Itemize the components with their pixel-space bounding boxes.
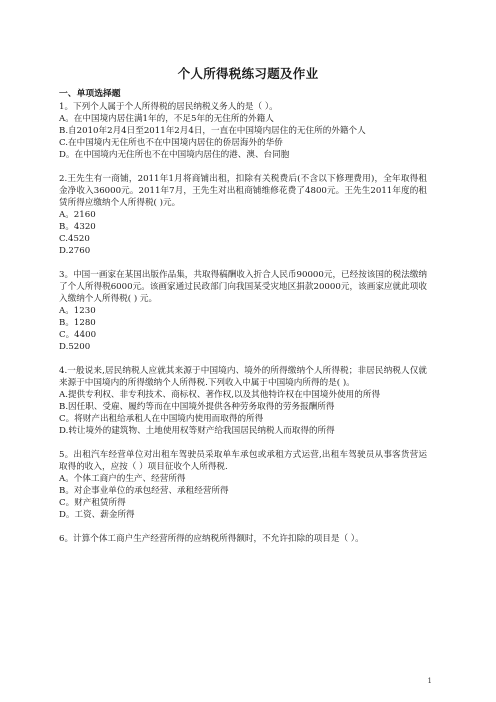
option-c: C.4520	[59, 234, 90, 244]
option-d: D。工资、薪金所得	[59, 510, 135, 520]
option-d: D.5200	[59, 342, 91, 352]
document-title: 个人所得税练习题及作业	[177, 66, 319, 81]
option-b: B.自2010年2月4日至2011年2月4日，一直在中国境内居住的无住所的外籍个人	[59, 126, 366, 136]
question-stem: 3。中国一画家在某国出版作品集，共取得稿酬收入折合人民币90000元，已经按该国的税法缴纳了个人所得税6000元。该画家通过民政部门向我国某受灾地区捐款20000元，该画家应就此项收入缴纳个人所得税( ) 元。	[59, 270, 427, 304]
question-4	[59, 365, 427, 437]
question-6	[59, 533, 427, 545]
option-b: B。1280	[59, 318, 96, 328]
question-stem: 1。下列个人属于个人所得税的居民纳税义务人的是（ ）。	[59, 102, 278, 112]
option-d: D.2760	[59, 246, 91, 256]
option-c: C。财产租赁所得	[59, 498, 126, 508]
option-b: B.因任职、受雇、履约等而在中国境外提供各种劳务取得的劳务报酬所得	[59, 402, 335, 412]
question-stem: 4.一般说来,居民纳税人应就其来源于中国境内、境外的所得缴纳个人所得税；非居民纳税人仅就来源于中国境内的所得缴纳个人所得税.下列收入中属于中国境内所得的是( )。	[59, 366, 427, 388]
option-d: D.转让境外的建筑物、土地使用权等财产给我国居民纳税人而取得的所得	[59, 426, 335, 436]
option-a: A。2160	[59, 210, 96, 220]
option-c: C。4400	[59, 330, 97, 340]
question-1	[59, 101, 427, 161]
question-stem: 6。计算个体工商户生产经营所得的应纳税所得额时，不允许扣除的项目是（ ）。	[59, 534, 364, 544]
option-a: A。个体工商户的生产、经营所得	[59, 474, 186, 484]
question-stem: 2.王先生有一商铺，2011年1月将商铺出租，扣除有关税费后(不含以下修理费用)，全年取得租金净收入36000元。2011年7月，王先生对出租商铺维修花费了4800元。王先生2011年度的租赁所得应缴纳个人所得税( )元。	[59, 174, 427, 208]
option-a: A.提供专利权、非专利技术、商标权、著作权,以及其他特许权在中国境外使用的所得	[59, 390, 381, 400]
option-a: A。在中国境内居住满1年的，不足5年的无住所的外籍人	[59, 114, 274, 124]
page-number: 1	[427, 677, 432, 685]
option-a: A。1230	[59, 306, 96, 316]
question-stem: 5。出租汽车经营单位对出租车驾驶员采取单车承包或承租方式运营,出租车驾驶员从事客货营运取得的收入，应按（ ）项目征收个人所得税.	[59, 450, 427, 472]
section-heading: 一、单项选择题	[59, 89, 121, 99]
document-body	[59, 88, 427, 557]
option-b: B。4320	[59, 222, 96, 232]
question-3	[59, 269, 427, 353]
option-c: C.在中国境内无住所也不在中国境内居住的侨居海外的华侨	[59, 138, 283, 148]
question-5	[59, 449, 427, 521]
option-c: C。将财产出租给承租人在中国境内使用而取得的所得	[59, 414, 264, 424]
option-b: B。对企事业单位的承包经营、承租经营所得	[59, 486, 229, 496]
option-d: D。在中国境内无住所也不在中国境内居住的港、澳、台同胞	[59, 150, 290, 160]
question-2	[59, 173, 427, 257]
